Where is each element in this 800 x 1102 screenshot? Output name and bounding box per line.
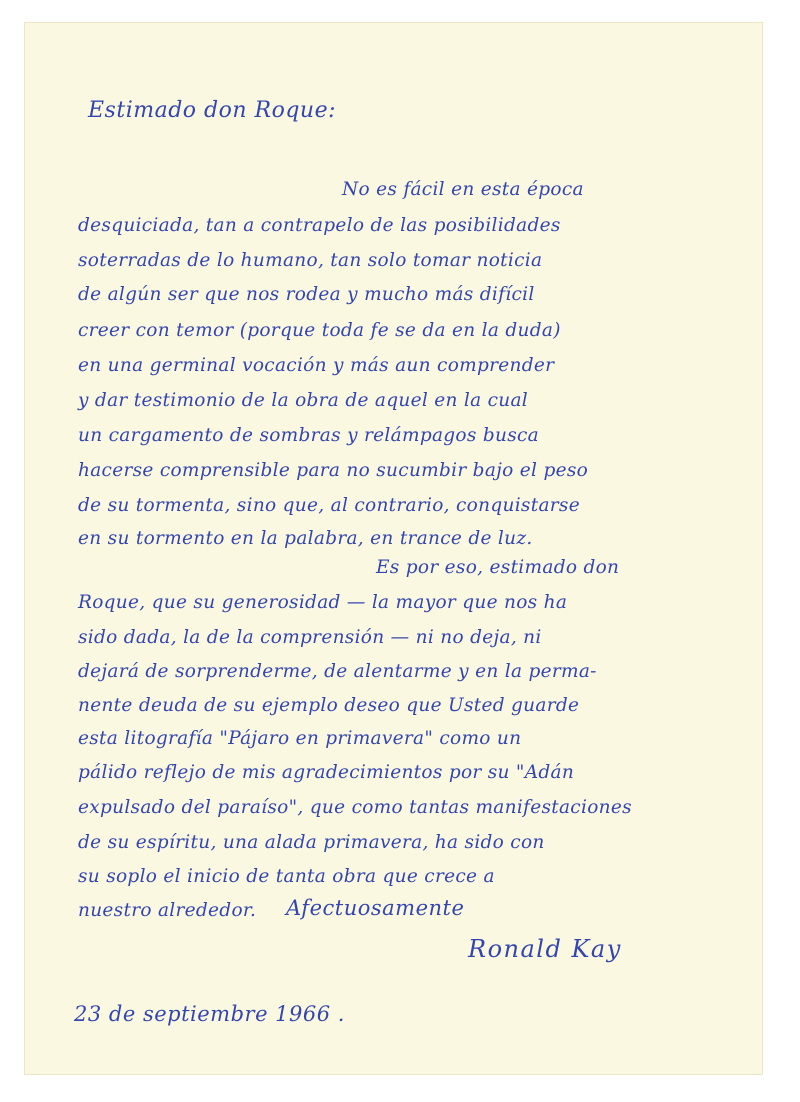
letter-line: desquiciada, tan a contrapelo de las posibilidades bbox=[78, 214, 561, 236]
letter-date: 23 de septiembre 1966 . bbox=[74, 1002, 345, 1026]
salutation: Estimado don Roque: bbox=[88, 98, 337, 123]
letter-line: en una germinal vocación y más aun comprender bbox=[78, 354, 555, 376]
letter-line: de algún ser que nos rodea y mucho más difícil bbox=[78, 283, 535, 305]
letter-line: hacerse comprensible para no sucumbir bajo el peso bbox=[78, 459, 589, 481]
letter-line: dejará de sorprenderme, de alentarme y en la perma- bbox=[78, 660, 597, 682]
closing: Afectuosamente bbox=[286, 896, 465, 920]
letter-page bbox=[24, 22, 763, 1075]
letter-line: expulsado del paraíso", que como tantas manifestaciones bbox=[78, 796, 632, 818]
letter-line: Es por eso, estimado don bbox=[376, 556, 620, 578]
letter-line: creer con temor (porque toda fe se da en la duda) bbox=[78, 319, 561, 341]
signature: Ronald Kay bbox=[468, 935, 622, 963]
letter-line: de su tormenta, sino que, al contrario, conquistarse bbox=[78, 494, 580, 516]
letter-line: No es fácil en esta época bbox=[342, 178, 584, 200]
letter-line: pálido reflejo de mis agradecimientos por su "Adán bbox=[78, 761, 575, 783]
letter-line: Roque, que su generosidad — la mayor que nos ha bbox=[78, 591, 568, 613]
letter-line: un cargamento de sombras y relámpagos busca bbox=[78, 424, 539, 446]
letter-line: soterradas de lo humano, tan solo tomar noticia bbox=[78, 249, 543, 271]
letter-line: esta litografía "Pájaro en primavera" como un bbox=[78, 727, 522, 749]
letter-line: en su tormento en la palabra, en trance de luz. bbox=[78, 527, 533, 549]
letter-line: sido dada, la de la comprensión — ni no deja, ni bbox=[78, 626, 542, 648]
letter-line: de su espíritu, una alada primavera, ha sido con bbox=[78, 831, 545, 853]
letter-line: nente deuda de su ejemplo deseo que Usted guarde bbox=[78, 694, 580, 716]
letter-line: nuestro alrededor. bbox=[78, 899, 257, 921]
letter-line: y dar testimonio de la obra de aquel en la cual bbox=[78, 389, 529, 411]
letter-line: su soplo el inicio de tanta obra que crece a bbox=[78, 865, 495, 887]
